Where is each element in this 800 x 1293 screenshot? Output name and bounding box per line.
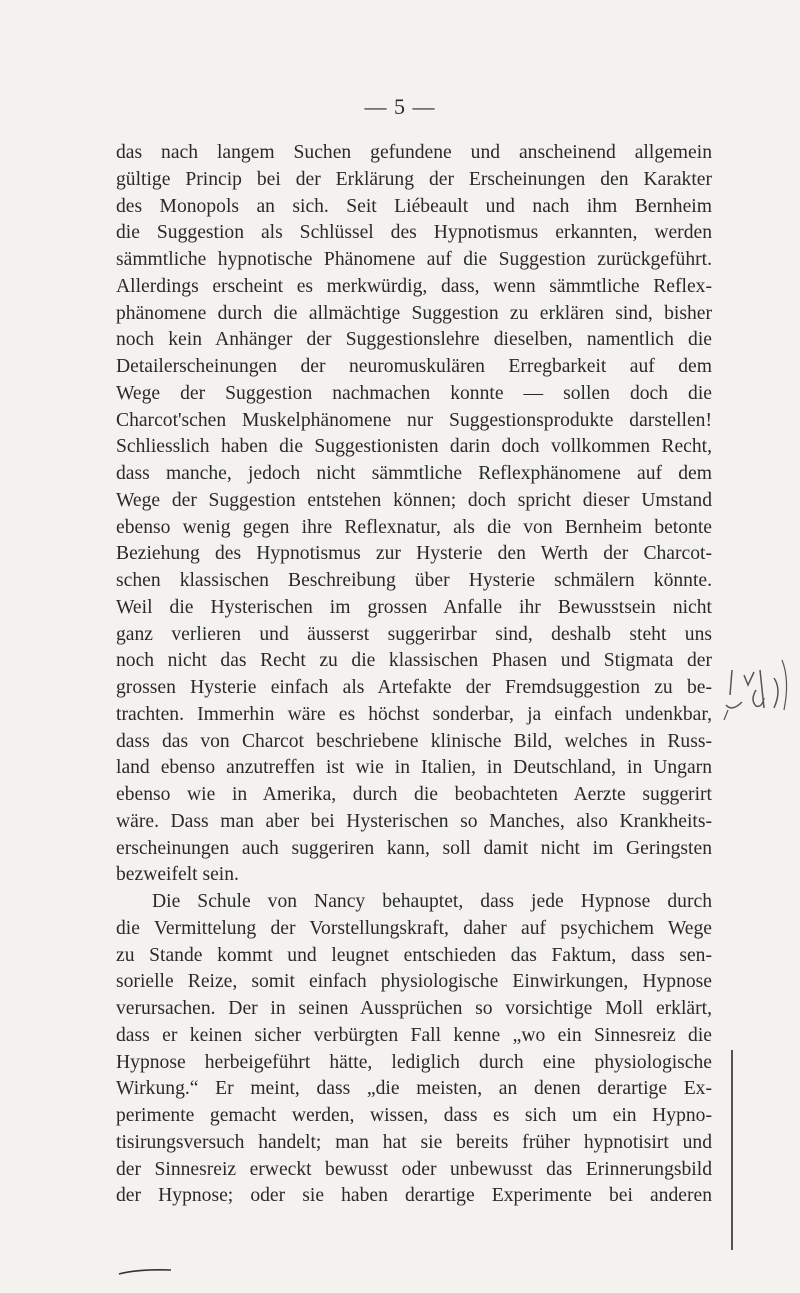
text-line: grossen Hysterie einfach als Artefakte der Fremdsuggestion zu be- (116, 677, 712, 698)
text-line: Detailerscheinungen der neuromuskulären Erregbarkeit auf dem (116, 356, 712, 377)
text-line: land ebenso anzutreffen ist wie in Italien, in Deutschland, in Ungarn (116, 757, 712, 779)
text-line: ebenso wie in Amerika, durch die beobachteten Aerzte suggerirt (116, 784, 712, 805)
text-line: Schliesslich haben die Suggestionisten darin doch vollkommen Recht, (116, 436, 712, 458)
handwritten-marginalia (722, 650, 792, 740)
text-line: Beziehung des Hypnotismus zur Hysterie den Werth der Charcot- (116, 543, 712, 565)
text-line: schen klassischen Beschreibung über Hysterie schmälern könnte. (116, 570, 712, 591)
text-line: die Suggestion als Schlüssel des Hypnotismus erkannten, werden (116, 222, 712, 244)
text-line: zu Stande kommt und leugnet entschieden das Faktum, dass sen- (116, 944, 712, 966)
text-line: bezweifelt sein. (116, 864, 239, 886)
text-line: phänomene durch die allmächtige Suggestion zu erklären sind, bisher (116, 302, 712, 324)
text-line: der Hypnose; oder sie haben derartige Experimente bei anderen (116, 1185, 712, 1207)
body-text (116, 140, 712, 1210)
text-line: trachten. Immerhin wäre es höchst sonderbar, ja einfach undenkbar, (116, 703, 712, 725)
text-line: der Sinnesreiz erweckt bewusst oder unbewusst das Erinnerungsbild (116, 1158, 712, 1180)
text-line: dass manche, jedoch nicht sämmtliche Reflexphänomene auf dem (116, 463, 712, 484)
text-line: ebenso wenig gegen ihre Reflexnatur, als die von Bernheim betonte (116, 516, 712, 538)
text-line: dass er keinen sicher verbürgten Fall kenne „wo ein Sinnesreiz die (116, 1024, 712, 1046)
text-line: ganz verlieren und äusserst suggerirbar sind, deshalb steht uns (116, 623, 712, 645)
text-line: sämmtliche hypnotische Phänomene auf die Suggestion zurückgeführt. (116, 249, 712, 270)
margin-line (731, 1050, 733, 1250)
text-line: erscheinungen auch suggeriren kann, soll damit nicht im Geringsten (116, 837, 712, 859)
text-line: Allerdings erscheint es merkwürdig, dass, wenn sämmtliche Reflex- (116, 275, 712, 297)
text-line: Wege der Suggestion entstehen können; doch spricht dieser Umstand (116, 489, 712, 511)
text-line: das nach langem Suchen gefundene und anscheinend allgemein (116, 142, 712, 163)
text-line: sorielle Reize, somit einfach physiologische Einwirkungen, Hypnose (116, 971, 712, 993)
text-line: Wege der Suggestion nachmachen konnte — sollen doch die (116, 382, 712, 404)
text-line: Die Schule von Nancy behauptet, dass jede Hypnose durch (152, 891, 712, 912)
text-line: wäre. Dass man aber bei Hysterischen so Manches, also Krankheits- (116, 810, 712, 832)
text-line: dass das von Charcot beschriebene klinische Bild, welches in Russ- (116, 730, 712, 752)
page-number: — 5 — (364, 94, 436, 119)
text-line: verursachen. Der in seinen Aussprüchen so vorsichtige Moll erklärt, (116, 998, 712, 1019)
text-line: noch kein Anhänger der Suggestionslehre dieselben, namentlich die (116, 329, 712, 351)
text-line: noch nicht das Recht zu die klassischen Phasen und Stigmata der (116, 650, 712, 672)
text-line: die Vermittelung der Vorstellungskraft, daher auf psychichem Wege (116, 917, 712, 939)
text-line: Wirkung.“ Er meint, dass „die meisten, an denen derartige Ex- (116, 1078, 712, 1100)
text-line: Weil die Hysterischen im grossen Anfalle ihr Bewusstsein nicht (116, 596, 712, 618)
text-line: des Monopols an sich. Seit Liébeault und nach ihm Bernheim (116, 195, 712, 217)
text-line: tisirungsversuch handelt; man hat sie bereits früher hypnotisirt und (116, 1131, 712, 1153)
text-line: perimente gemacht werden, wissen, dass es sich um ein Hypno- (116, 1105, 712, 1126)
text-line: Charcot'schen Muskelphänomene nur Suggestionsprodukte darstellen! (116, 409, 712, 431)
text-line: gültige Princip bei der Erklärung der Erscheinungen den Karakter (116, 168, 712, 190)
pencil-underline (117, 1268, 173, 1276)
text-line: Hypnose herbeigeführt hätte, lediglich durch eine physiologische (116, 1051, 712, 1073)
